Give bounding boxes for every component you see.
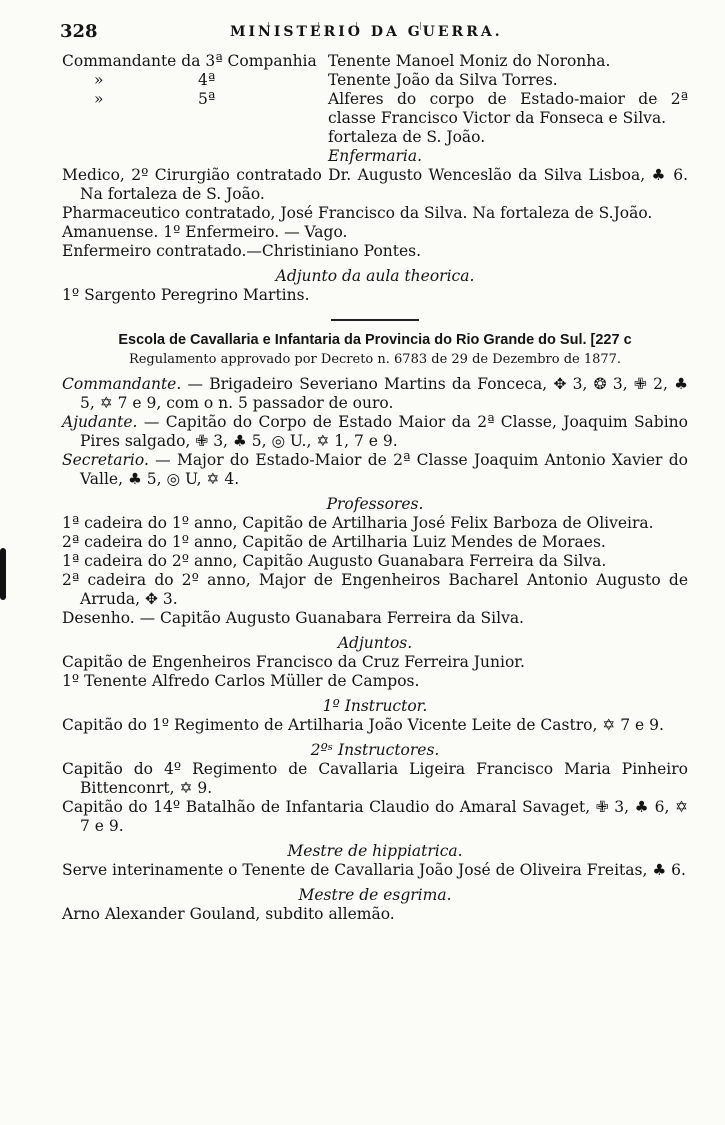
section-heading-hippiatrica: Mestre de hippiatrica.	[287, 842, 463, 860]
company-rank: 5ª	[198, 90, 216, 108]
staff-role: Secretario.	[62, 451, 149, 469]
entry-line: 1ª cadeira do 1º anno, Capitão de Artilharia José Felix Barboza de Oliveira.	[62, 514, 654, 532]
entry-line: 2ª cadeira do 1º anno, Capitão de Artilharia Luiz Mendes de Moraes.	[62, 533, 606, 551]
staff-text: — Brigadeiro Severiano Martins da Fonceca, ✥ 3, ❂ 3, ✙ 2, ♣ 5, ✡ 7 e 9, com o n. 5 passador de ouro.	[80, 375, 688, 412]
entry-line: Capitão do 4º Regimento de Cavallaria Ligeira Francisco Maria Pinheiro Bittenconrt, ✡ 9.	[62, 760, 688, 797]
company-rank	[230, 52, 328, 71]
company-name: Tenente João da Silva Torres.	[328, 71, 558, 89]
page-body	[62, 52, 688, 924]
entry-line: Capitão de Engenheiros Francisco da Cruz Ferreira Junior.	[62, 653, 525, 671]
running-title: MINISTERIO DA GUERRA.	[230, 24, 503, 40]
company-rank: 4ª	[198, 71, 216, 89]
staff-entry	[62, 413, 688, 451]
entry-line: Pharmaceutico contratado, José Francisco da Silva. Na fortaleza de S.João.	[62, 204, 653, 222]
school-title: Escola de Cavallaria e Infantaria da Provincia do Rio Grande do Sul. [227 c	[118, 332, 632, 348]
section-heading-enfermaria: Enfermaria.	[327, 147, 423, 165]
company-name: Tenente Manoel Moniz do Noronha.	[328, 52, 611, 70]
staff-entry	[62, 375, 688, 413]
entry-line: 2ª cadeira do 2º anno, Major de Engenheiros Bacharel Antonio Augusto de Arruda, ✥ 3.	[62, 571, 688, 608]
entry-line: 1ª cadeira do 2º anno, Capitão Augusto Guanabara Ferreira da Silva.	[62, 552, 607, 570]
section-heading-adjunto-aula: Adjunto da aula theorica.	[275, 267, 475, 285]
company-row	[62, 90, 688, 128]
entry-line: Capitão do 1º Regimento de Artilharia João Vicente Leite de Castro, ✡ 7 e 9.	[62, 716, 664, 734]
fortress-line: fortaleza de S. João.	[328, 128, 486, 146]
section-heading-adjuntos: Adjuntos.	[337, 634, 413, 652]
entry-line: Serve interinamente o Tenente de Cavallaria João José de Oliveira Freitas, ♣ 6.	[62, 861, 686, 879]
company-row	[62, 52, 688, 71]
regulation-line: Regulamento approvado por Decreto n. 6783 de 29 de Dezembro de 1877.	[128, 352, 622, 367]
section-heading-esgrima: Mestre de esgrima.	[298, 886, 452, 904]
section-heading-professores: Professores.	[326, 495, 424, 513]
company-row	[62, 71, 688, 90]
company-label: Commandante da 3ª Companhia	[62, 52, 317, 70]
entry-line: Desenho. — Capitão Augusto Guanabara Ferreira da Silva.	[62, 609, 524, 627]
staff-role: Ajudante.	[62, 413, 138, 431]
binding-mark	[0, 548, 6, 600]
entry-line: Enfermeiro contratado.—Christiniano Pontes.	[62, 242, 422, 260]
section-divider	[331, 319, 419, 321]
page-header	[60, 22, 690, 44]
staff-entry	[62, 451, 688, 489]
staff-text: — Major do Estado-Maior de 2ª Classe Joaquim Antonio Xavier do Valle, ♣ 5, ◎ U, ✡ 4.	[80, 451, 688, 488]
entry-line: Capitão do 14º Batalhão de Infantaria Claudio do Amaral Savaget, ✙ 3, ♣ 6, ✡ 7 e 9.	[62, 798, 688, 835]
entry-line: Amanuense. 1º Enfermeiro. — Vago.	[62, 223, 348, 241]
page-number: 328	[60, 21, 98, 42]
section-heading-instructores: 2ºˢ Instructores.	[310, 741, 440, 759]
entry-line: Arno Alexander Gouland, subdito allemão.	[62, 905, 395, 923]
entry-line: 1º Tenente Alfredo Carlos Müller de Campos.	[62, 672, 420, 690]
entry-line: 1º Sargento Peregrino Martins.	[62, 286, 310, 304]
staff-role: Commandante.	[62, 375, 182, 393]
company-label: »	[94, 71, 104, 89]
company-label: »	[94, 90, 104, 108]
entry-line: Medico, 2º Cirurgião contratado Dr. Augusto Wenceslão da Silva Lisboa, ♣ 6. Na fortaleza de S. João.	[62, 166, 688, 203]
staff-text: — Capitão do Corpo de Estado Maior da 2ª Classe, Joaquim Sabino Pires salgado, ✙ 3, ♣ 5, ◎ U., ✡ 1, 7 e 9.	[80, 413, 688, 450]
section-heading-instructor: 1º Instructor.	[322, 697, 428, 715]
company-name: Alferes do corpo de Estado-maior de 2ª classe Francisco Victor da Fonseca e Silva.	[328, 90, 688, 127]
